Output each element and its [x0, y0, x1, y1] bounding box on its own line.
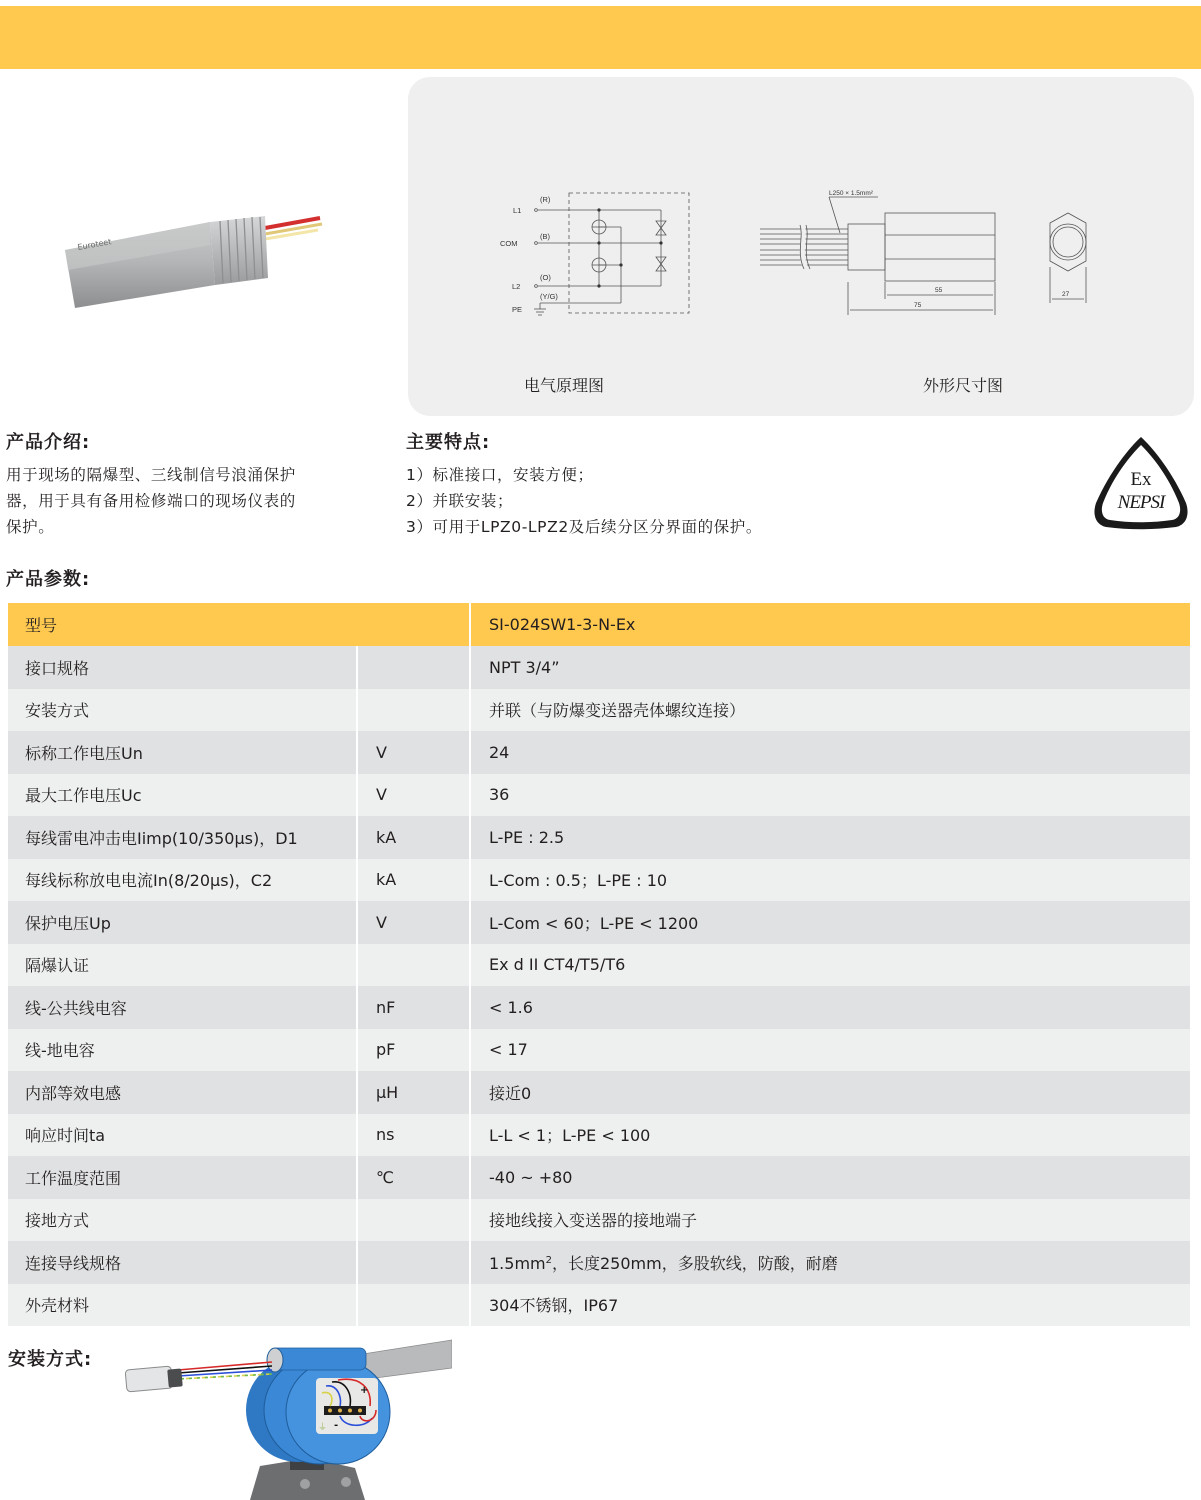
electrical-schematic-diagram [408, 77, 1194, 416]
diagram-panel [408, 77, 1194, 416]
param-unit: nF [358, 986, 471, 1029]
table-header-row [8, 603, 1190, 646]
param-name: 标称工作电压Un [8, 731, 358, 774]
wire-b-label: (B) [540, 232, 550, 241]
intro-line: 器，用于具有备用检修端口的现场仪表的 [6, 492, 296, 510]
param-name: 连接导线规格 [8, 1241, 358, 1284]
param-value: 24 [471, 731, 1190, 774]
param-name: 线-地电容 [8, 1029, 358, 1072]
table-row [8, 646, 1190, 689]
table-row [8, 816, 1190, 859]
intro-text [6, 462, 366, 540]
terminal-l1-label: L1 [513, 206, 522, 215]
param-value: NPT 3/4” [471, 646, 1190, 689]
terminal-l2-label: L2 [512, 282, 521, 291]
param-unit: V [358, 901, 471, 944]
param-unit [358, 1284, 471, 1327]
dimension-drawing [760, 197, 1086, 315]
spec-table [8, 603, 1190, 1326]
param-name: 响应时间ta [8, 1114, 358, 1157]
wire-o-label: (O) [540, 273, 551, 282]
param-unit: pF [358, 1029, 471, 1072]
table-row [8, 901, 1190, 944]
intro-line: 用于现场的隔爆型、三线制信号浪涌保护 [6, 466, 296, 484]
table-row [8, 1114, 1190, 1157]
param-value: L-PE : 2.5 [471, 816, 1190, 859]
param-unit [358, 944, 471, 987]
param-name: 隔爆认证 [8, 944, 358, 987]
table-row [8, 1241, 1190, 1284]
param-unit: V [358, 774, 471, 817]
param-unit [358, 1199, 471, 1242]
param-value: 接地线接入变送器的接地端子 [471, 1199, 1190, 1242]
dim-75-label: 75 [914, 302, 922, 309]
param-unit: kA [358, 816, 471, 859]
param-value: Ex d II CT4/T5/T6 [471, 944, 1190, 987]
ex-nepsi-certification-logo [1090, 433, 1192, 533]
wire-r-label: (R) [540, 195, 551, 204]
product-photo [50, 190, 340, 320]
table-row [8, 689, 1190, 732]
param-value: -40 ~ +80 [471, 1156, 1190, 1199]
param-unit [358, 689, 471, 732]
params-title: 产品参数: [6, 569, 91, 590]
table-row [8, 944, 1190, 987]
features-title: 主要特点: [406, 432, 491, 453]
param-value: 接近0 [471, 1071, 1190, 1114]
table-row [8, 731, 1190, 774]
wire-spec-label: L250 × 1.5mm² [829, 190, 873, 197]
param-value: L-Com < 60；L-PE < 1200 [471, 901, 1190, 944]
intro-line: 保护。 [6, 518, 55, 536]
param-name: 保护电压Up [8, 901, 358, 944]
model-label: 型号 [8, 603, 471, 646]
terminal-pe-label: PE [512, 305, 523, 314]
param-unit: V [358, 731, 471, 774]
param-value: 304不锈钢，IP67 [471, 1284, 1190, 1327]
param-name: 接口规格 [8, 646, 358, 689]
features-list [406, 462, 762, 540]
param-unit [358, 646, 471, 689]
ground-terminal-mark: ⏚ [318, 1423, 328, 1433]
param-value: < 1.6 [471, 986, 1190, 1029]
feature-item: 2）并联安装； [406, 492, 514, 510]
model-value: SI-024SW1-3-N-Ex [471, 603, 1190, 646]
param-value: < 17 [471, 1029, 1190, 1072]
param-unit [358, 1241, 471, 1284]
param-name: 外壳材料 [8, 1284, 358, 1327]
svg-text:Ex: Ex [1130, 469, 1152, 490]
param-name: 每线标称放电电流In(8/20μs)，C2 [8, 859, 358, 902]
table-row [8, 1029, 1190, 1072]
param-name: 每线雷电冲击电Iimp(10/350μs)，D1 [8, 816, 358, 859]
wire-yg-label: (Y/G) [540, 292, 558, 301]
param-name: 最大工作电压Uc [8, 774, 358, 817]
feature-item: 3）可用于LPZ0-LPZ2及后续分区分界面的保护。 [406, 518, 762, 536]
table-row [8, 1156, 1190, 1199]
param-name: 内部等效电感 [8, 1071, 358, 1114]
param-name: 工作温度范围 [8, 1156, 358, 1199]
param-value: L-L < 1；L-PE < 100 [471, 1114, 1190, 1157]
table-row [8, 1199, 1190, 1242]
table-row [8, 774, 1190, 817]
param-name: 线-公共线电容 [8, 986, 358, 1029]
minus-terminal-mark: - [334, 1420, 339, 1431]
param-unit: ℃ [358, 1156, 471, 1199]
param-name: 接地方式 [8, 1199, 358, 1242]
param-unit: ns [358, 1114, 471, 1157]
table-row [8, 986, 1190, 1029]
terminal-com-label: COM [500, 239, 518, 248]
feature-item: 1）标准接口，安装方便； [406, 466, 594, 484]
plus-terminal-mark: + [360, 1385, 369, 1396]
dim-55-label: 55 [935, 287, 943, 294]
intro-title: 产品介绍: [6, 432, 91, 453]
installation-title: 安装方式: [8, 1349, 93, 1370]
param-value: 36 [471, 774, 1190, 817]
dimension-diagram-caption: 外形尺寸图 [923, 376, 1004, 395]
param-name: 安装方式 [8, 689, 358, 732]
svg-text:Euroteet: Euroteet [76, 237, 113, 252]
param-value: L-Com : 0.5；L-PE : 10 [471, 859, 1190, 902]
header-band [0, 6, 1201, 69]
table-row [8, 859, 1190, 902]
svg-text:NEPSI: NEPSI [1117, 492, 1165, 513]
dim-27-label: 27 [1062, 291, 1070, 298]
param-unit: μH [358, 1071, 471, 1114]
param-value: $1.5mm^2$，长度250mm，多股软线，防酸，耐磨 [471, 1241, 1190, 1284]
installation-illustration [120, 1338, 452, 1500]
param-value: 并联（与防爆变送器壳体螺纹连接） [471, 689, 1190, 732]
table-row [8, 1284, 1190, 1327]
table-row [8, 1071, 1190, 1114]
electrical-diagram-caption: 电气原理图 [524, 376, 605, 395]
param-unit: kA [358, 859, 471, 902]
